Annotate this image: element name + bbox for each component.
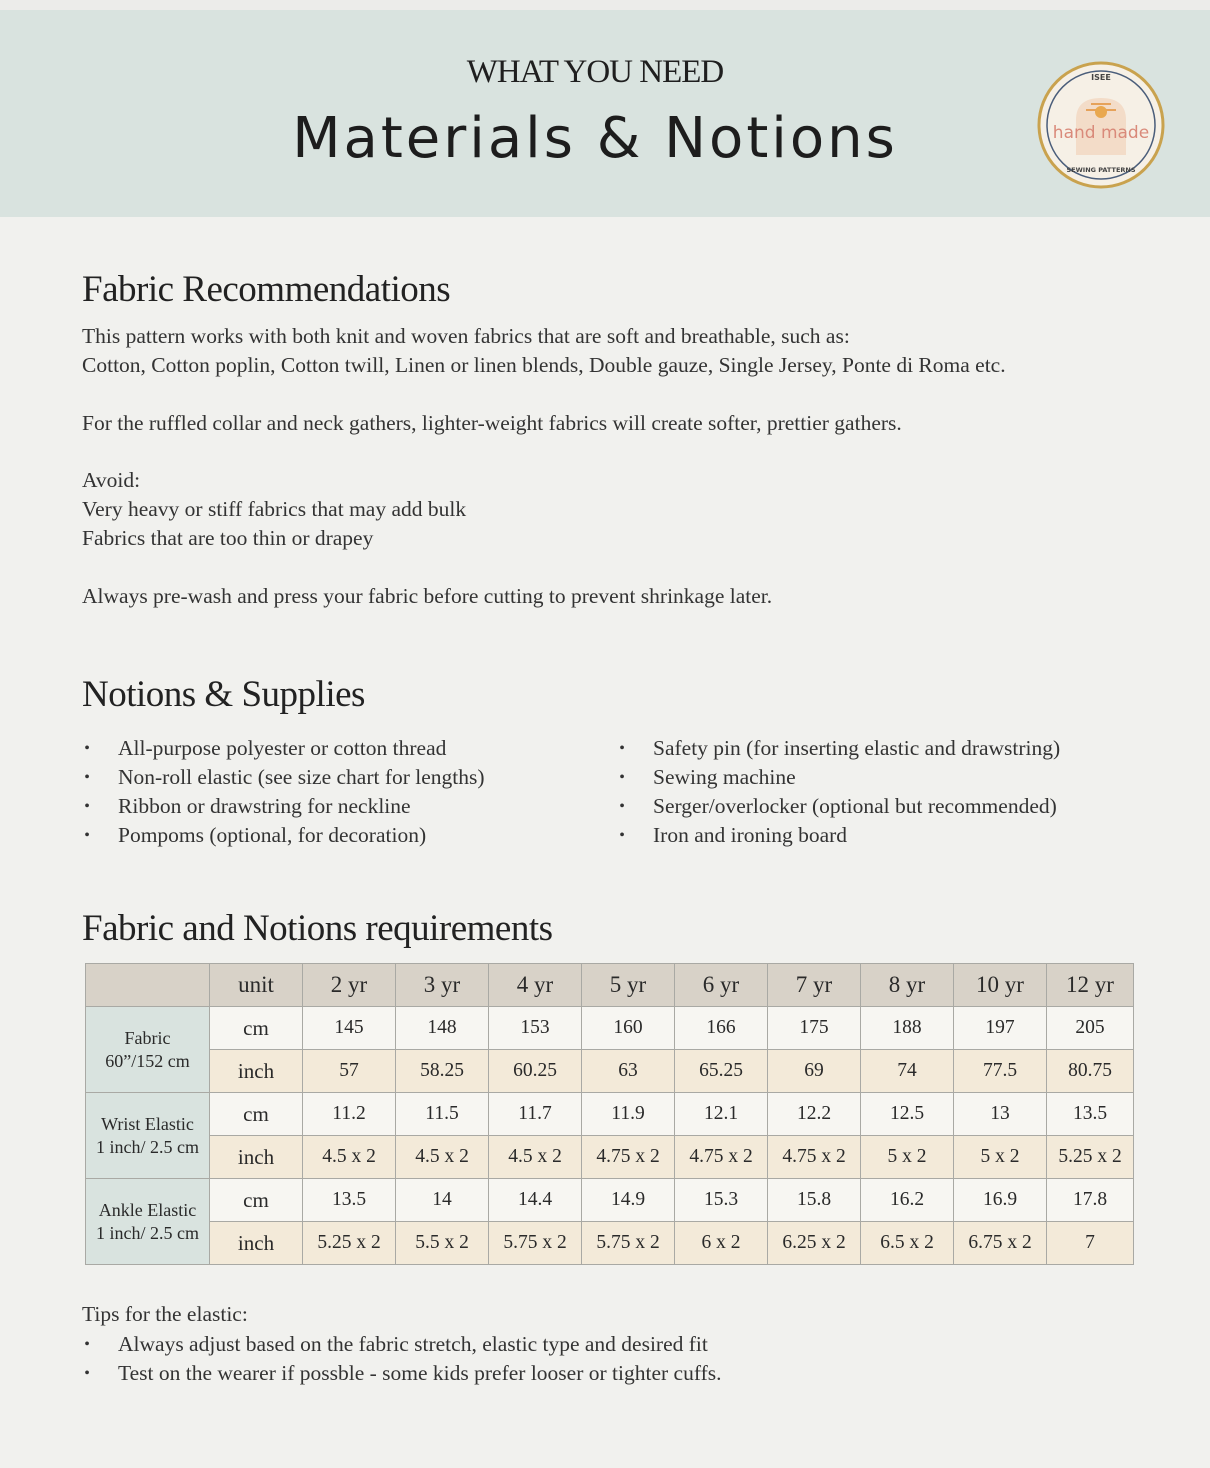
- table-cell: 6.5 x 2: [861, 1222, 954, 1265]
- table-cell: 74: [861, 1050, 954, 1093]
- table-cell: 17.8: [1047, 1179, 1134, 1222]
- list-item: • Ribbon or drawstring for neckline: [84, 794, 411, 818]
- table-cell: 12.2: [768, 1093, 861, 1136]
- tips-title: Tips for the elastic:: [82, 1302, 248, 1326]
- page-title: Materials & Notions: [292, 106, 898, 171]
- column-header: 10 yr: [954, 964, 1047, 1007]
- handmade-logo: [1036, 60, 1166, 190]
- unit-cell: inch: [210, 1050, 303, 1093]
- unit-cell: cm: [210, 1093, 303, 1136]
- table-cell: 175: [768, 1007, 861, 1050]
- table-cell: 5 x 2: [954, 1136, 1047, 1179]
- table-cell: 11.2: [303, 1093, 396, 1136]
- requirements-table: [85, 963, 1134, 1265]
- table-cell: 5.5 x 2: [396, 1222, 489, 1265]
- list-item: • Iron and ironing board: [619, 823, 848, 847]
- table-row: [86, 1050, 1134, 1093]
- table-cell: 13: [954, 1093, 1047, 1136]
- table-row: [86, 1007, 1134, 1050]
- top-strip: [0, 0, 1210, 10]
- table-cell: 153: [489, 1007, 582, 1050]
- fabric-avoid-item: Very heavy or stiff fabrics that may add bulk: [82, 497, 467, 521]
- table-row: [86, 1093, 1134, 1136]
- column-header: unit: [210, 964, 303, 1007]
- list-item: • Test on the wearer if possble - some kids prefer looser or tighter cuffs.: [84, 1361, 722, 1385]
- table-cell: 197: [954, 1007, 1047, 1050]
- notions-section-title: Notions & Supplies: [82, 674, 365, 715]
- table-cell: 14.9: [582, 1179, 675, 1222]
- table-cell: 12.1: [675, 1093, 768, 1136]
- table-cell: 4.5 x 2: [489, 1136, 582, 1179]
- list-item: • All-purpose polyester or cotton thread: [84, 736, 447, 760]
- column-header: 6 yr: [675, 964, 768, 1007]
- table-cell: 4.75 x 2: [768, 1136, 861, 1179]
- unit-cell: cm: [210, 1179, 303, 1222]
- table-cell: 13.5: [303, 1179, 396, 1222]
- header-banner: [0, 10, 1210, 217]
- table-cell: 160: [582, 1007, 675, 1050]
- table-cell: 166: [675, 1007, 768, 1050]
- column-header: 8 yr: [861, 964, 954, 1007]
- badge-top-text: ISEE: [1091, 73, 1111, 82]
- column-header: 2 yr: [303, 964, 396, 1007]
- table-cell: 80.75: [1047, 1050, 1134, 1093]
- table-row: [86, 1179, 1134, 1222]
- table-cell: 15.8: [768, 1179, 861, 1222]
- table-cell: 63: [582, 1050, 675, 1093]
- table-cell: 5.25 x 2: [1047, 1136, 1134, 1179]
- list-item: • Always adjust based on the fabric stretch, elastic type and desired fit: [84, 1332, 708, 1356]
- table-cell: 65.25: [675, 1050, 768, 1093]
- table-cell: 4.75 x 2: [675, 1136, 768, 1179]
- notions-list-right: [617, 734, 1060, 850]
- table-cell: 5.25 x 2: [303, 1222, 396, 1265]
- table-cell: 6.25 x 2: [768, 1222, 861, 1265]
- row-group-label: Ankle Elastic 1 inch/ 2.5 cm: [86, 1179, 210, 1265]
- fabric-intro-line: This pattern works with both knit and woven fabrics that are soft and breathable, such as:: [82, 324, 850, 348]
- table-cell: 11.5: [396, 1093, 489, 1136]
- table-cell: 7: [1047, 1222, 1134, 1265]
- unit-cell: cm: [210, 1007, 303, 1050]
- table-row: [86, 1222, 1134, 1265]
- unit-cell: inch: [210, 1136, 303, 1179]
- table-cell: 77.5: [954, 1050, 1047, 1093]
- table-cell: 57: [303, 1050, 396, 1093]
- list-item: • Pompoms (optional, for decoration): [84, 823, 427, 847]
- requirements-section-title: Fabric and Notions requirements: [82, 908, 553, 949]
- table-cell: 60.25: [489, 1050, 582, 1093]
- list-item: • Non-roll elastic (see size chart for lengths): [84, 765, 485, 789]
- unit-cell: inch: [210, 1222, 303, 1265]
- table-row: [86, 1136, 1134, 1179]
- table-cell: 15.3: [675, 1179, 768, 1222]
- row-group-label: Wrist Elastic 1 inch/ 2.5 cm: [86, 1093, 210, 1179]
- column-header: 3 yr: [396, 964, 489, 1007]
- table-cell: 14.4: [489, 1179, 582, 1222]
- column-header: 5 yr: [582, 964, 675, 1007]
- table-cell: 145: [303, 1007, 396, 1050]
- table-cell: 6 x 2: [675, 1222, 768, 1265]
- sun-icon: [1095, 106, 1107, 118]
- list-item: • Safety pin (for inserting elastic and drawstring): [619, 736, 1061, 760]
- list-item: • Sewing machine: [619, 765, 796, 789]
- badge-bottom-text: SEWING PATTERNS: [1066, 166, 1136, 174]
- column-header: 7 yr: [768, 964, 861, 1007]
- table-cell: 11.7: [489, 1093, 582, 1136]
- table-header-row: [86, 964, 1134, 1007]
- table-cell: 5.75 x 2: [582, 1222, 675, 1265]
- badge-center-text: hand made: [1052, 123, 1150, 143]
- table-cell: 6.75 x 2: [954, 1222, 1047, 1265]
- tips-list: [82, 1330, 722, 1388]
- fabric-avoid-item: Fabrics that are too thin or drapey: [82, 526, 374, 550]
- table-cell: 5 x 2: [861, 1136, 954, 1179]
- list-item: • Serger/overlocker (optional but recommended): [619, 794, 1057, 818]
- table-cell: 16.9: [954, 1179, 1047, 1222]
- table-cell: 69: [768, 1050, 861, 1093]
- fabric-avoid-label: Avoid:: [82, 468, 141, 492]
- row-group-label: Fabric 60”/152 cm: [86, 1007, 210, 1093]
- column-header: 12 yr: [1047, 964, 1134, 1007]
- table-cell: 4.75 x 2: [582, 1136, 675, 1179]
- fabric-collar-note: For the ruffled collar and neck gathers, lighter-weight fabrics will create softer, prettier gathers.: [82, 411, 902, 435]
- table-cell: 58.25: [396, 1050, 489, 1093]
- fabric-section-title: Fabric Recommendations: [82, 269, 451, 310]
- table-cell: 16.2: [861, 1179, 954, 1222]
- table-cell: 205: [1047, 1007, 1134, 1050]
- notions-list-left: [82, 734, 485, 850]
- fabric-prewash-note: Always pre-wash and press your fabric before cutting to prevent shrinkage later.: [82, 584, 773, 608]
- header-kicker: WHAT YOU NEED: [466, 54, 724, 90]
- table-cell: 5.75 x 2: [489, 1222, 582, 1265]
- table-cell: 188: [861, 1007, 954, 1050]
- table-cell: 148: [396, 1007, 489, 1050]
- table-cell: 11.9: [582, 1093, 675, 1136]
- table-cell: 4.5 x 2: [396, 1136, 489, 1179]
- table-cell: 4.5 x 2: [303, 1136, 396, 1179]
- column-header: [86, 964, 210, 1007]
- fabric-types-line: Cotton, Cotton poplin, Cotton twill, Linen or linen blends, Double gauze, Single Jersey, Ponte di Roma etc.: [82, 353, 1006, 377]
- table-cell: 12.5: [861, 1093, 954, 1136]
- table-cell: 13.5: [1047, 1093, 1134, 1136]
- column-header: 4 yr: [489, 964, 582, 1007]
- table-cell: 14: [396, 1179, 489, 1222]
